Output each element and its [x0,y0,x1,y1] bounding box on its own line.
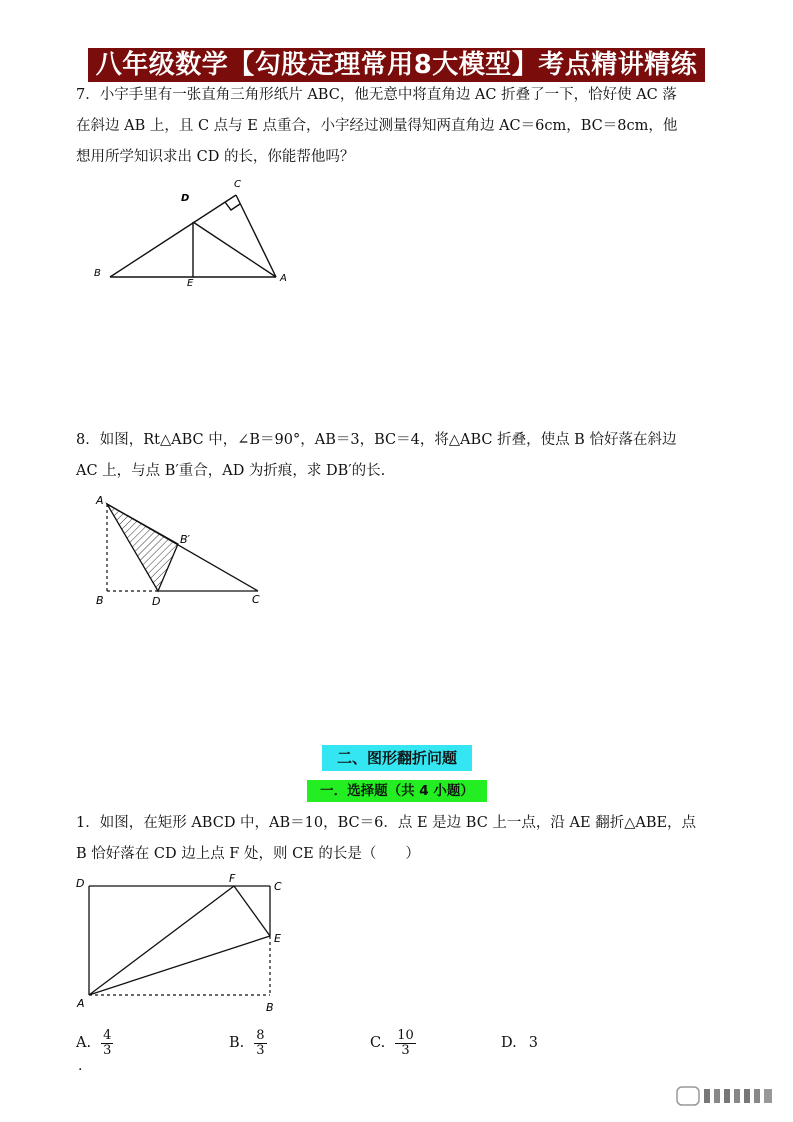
label-b: B [94,268,101,279]
option-d[interactable] [501,1025,538,1061]
option-b-denominator: 3 [256,1042,265,1058]
option-b[interactable] [229,1025,267,1061]
label-c: C [234,179,241,190]
option-d-value: 3 [528,1035,538,1051]
question-1-line-1: 1．如图，在矩形 ABCD 中，AB＝10，BC＝6．点 E 是边 BC 上一点，沿 AE 翻折△ABE，点 [76,815,697,831]
option-c-numerator: 10 [397,1027,414,1043]
watermark-logo-icon [676,1084,776,1108]
label-c: C [274,880,282,893]
label-f: F [229,872,236,885]
segment-af [89,886,234,995]
question-7-line-2: 在斜边 AB 上，且 C 点与 E 点重合，小宇经过测量得知两直角边 AC＝6cm，BC＝8cm，他 [76,118,678,134]
question-7-figure [90,175,310,290]
question-1-figure [72,872,292,1017]
question-7-line-1: 7．小宇手里有一张直角三角形纸片 ABC，他无意中将直角边 AC 折叠了一下，恰好使 AC 落 [76,87,677,103]
right-angle-mark [225,202,240,210]
label-d: D [181,193,190,204]
label-e: E [274,932,281,945]
option-b-fraction [254,1029,266,1058]
option-a[interactable] [76,1025,113,1061]
option-d-letter: D. [501,1035,517,1051]
question-8-line-2: AC 上，与点 B′重合，AD 为折痕，求 DB′的长. [76,463,386,479]
segment-da [193,222,276,277]
option-a-denominator: 3 [103,1042,112,1058]
question-1-line-2: B 恰好落在 CD 边上点 F 处，则 CE 的长是（ ） [76,846,420,862]
question-1 [76,808,726,870]
segment-ae [89,936,270,995]
segment-fe [234,886,270,936]
label-b: B [266,1001,274,1014]
option-a-letter: A. [76,1035,92,1051]
section-subtitle: 一．选择题（共 4 小题） [307,780,487,802]
question-7-line-3: 想用所学知识求出 CD 的长，你能帮他吗？ [76,149,355,165]
label-b: B [96,594,104,607]
page-banner-title: 八年级数学【勾股定理常用8大模型】考点精讲精练 [88,48,705,82]
question-7 [76,80,726,173]
label-a: A [96,494,104,507]
label-d: D [152,595,161,608]
option-c[interactable] [370,1025,416,1061]
label-a: A [280,273,287,284]
question-8 [76,425,726,487]
option-c-fraction [395,1029,416,1058]
section-title: 二、图形翻折问题 [322,745,472,771]
segment-bc [110,195,236,277]
segment-ac [107,504,258,591]
option-c-denominator: 3 [401,1042,410,1058]
label-b-prime: B′ [180,533,191,546]
option-c-letter: C. [370,1035,386,1051]
option-b-numerator: 8 [256,1027,265,1043]
option-a-numerator: 4 [103,1027,112,1043]
segment-ca [236,195,276,277]
option-b-letter: B. [229,1035,245,1051]
option-a-fraction [101,1029,113,1058]
label-e: E [187,278,194,289]
trailing-dot: . [78,1058,83,1074]
question-8-figure [90,490,280,615]
label-d: D [76,877,85,890]
shaded-triangle-adbp [107,504,178,591]
label-c: C [252,593,260,606]
label-a: A [77,997,85,1010]
question-8-line-1: 8．如图，Rt△ABC 中，∠B＝90°，AB＝3，BC＝4，将△ABC 折叠，使点 B 恰好落在斜边 [76,432,677,448]
